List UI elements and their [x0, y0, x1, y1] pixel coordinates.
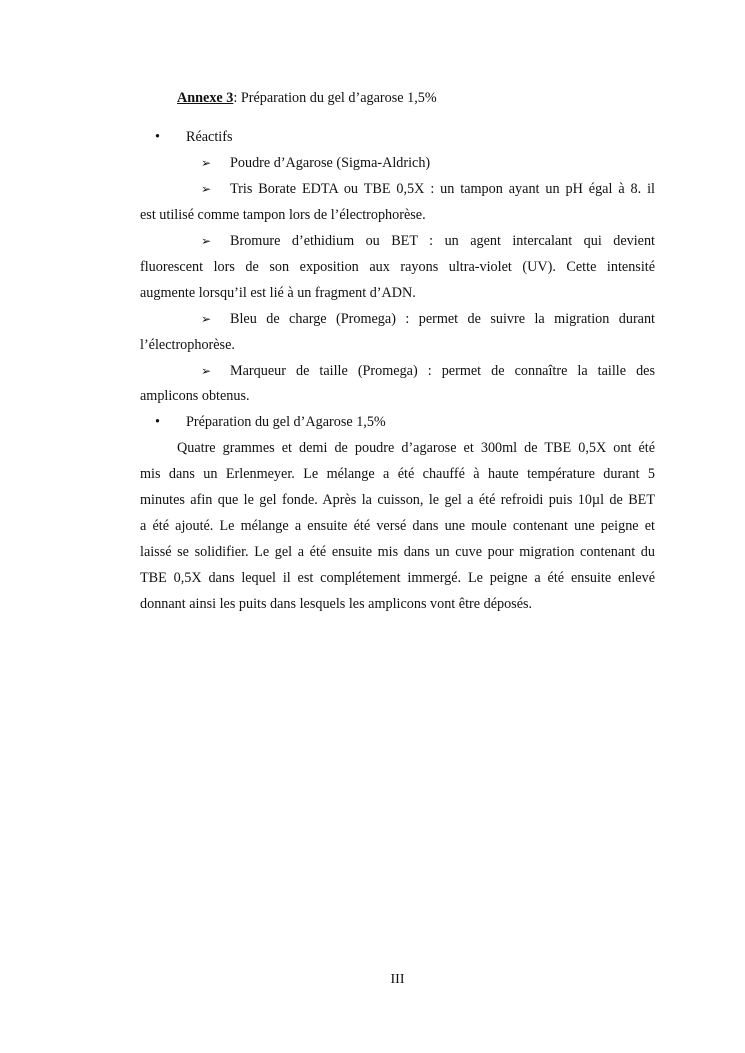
annex-title-text: : Préparation du gel d’agarose 1,5% — [233, 90, 437, 106]
annex-label: Annexe 3 — [177, 90, 234, 106]
paragraph-line: a été ajouté. Le mélange a ensuite été versé dans une moule contenant une peigne et — [140, 518, 655, 534]
reagent-text: Bleu de charge (Promega) : permet de suivre la migration durant — [230, 311, 655, 327]
paragraph-line: mis dans un Erlenmeyer. Le mélange a été chauffé à haute température durant 5 — [140, 466, 655, 482]
reagent-item — [201, 179, 655, 199]
reagent-text-cont: amplicons obtenus. — [140, 388, 250, 404]
reagent-item — [201, 361, 655, 381]
page-number: III — [390, 972, 405, 987]
reagent-text: Marqueur de taille (Promega) : permet de connaître la taille des — [230, 363, 655, 379]
reagent-item — [201, 231, 655, 251]
arrow-bullet-icon: ➢ — [201, 234, 212, 248]
arrow-bullet-icon: ➢ — [201, 312, 212, 326]
bullet-icon: • — [155, 129, 160, 145]
reagent-text-cont: augmente lorsqu’il est lié à un fragment d’ADN. — [140, 285, 416, 301]
paragraph-line: donnant ainsi les puits dans lesquels les amplicons vont être déposés. — [140, 596, 533, 612]
section-heading: Réactifs — [186, 129, 233, 145]
reagent-text-cont: est utilisé comme tampon lors de l’électrophorèse. — [140, 207, 426, 223]
arrow-bullet-icon: ➢ — [201, 364, 212, 378]
paragraph-line: laissé se solidifier. Le gel a été ensuite mis dans un cuve pour migration contenant du — [140, 544, 655, 560]
annex-title — [177, 88, 692, 108]
reagent-text-cont: l’électrophorèse. — [140, 337, 235, 353]
section-reagents — [155, 127, 670, 147]
bullet-icon: • — [155, 414, 160, 430]
reagent-item — [201, 153, 655, 173]
reagent-item — [201, 309, 655, 329]
paragraph-line: TBE 0,5X dans lequel il est complétement immergé. Le peigne a été ensuite enlevé — [140, 570, 655, 586]
arrow-bullet-icon: ➢ — [201, 182, 212, 196]
reagent-text-cont: fluorescent lors de son exposition aux rayons ultra-violet (UV). Cette intensité — [140, 259, 655, 275]
reagent-text: Poudre d’Agarose (Sigma-Aldrich) — [230, 155, 431, 171]
section-preparation — [155, 412, 670, 432]
section-heading: Préparation du gel d’Agarose 1,5% — [186, 414, 386, 430]
reagent-text: Bromure d’ethidium ou BET : un agent intercalant qui devient — [230, 233, 655, 249]
arrow-bullet-icon: ➢ — [201, 156, 212, 170]
reagent-text: Tris Borate EDTA ou TBE 0,5X : un tampon ayant un pH égal à 8. il — [230, 181, 655, 197]
paragraph-line: minutes afin que le gel fonde. Après la cuisson, le gel a été refroidi puis 10µl de BET — [140, 492, 655, 508]
paragraph-line: Quatre grammes et demi de poudre d’agarose et 300ml de TBE 0,5X ont été — [177, 440, 655, 456]
